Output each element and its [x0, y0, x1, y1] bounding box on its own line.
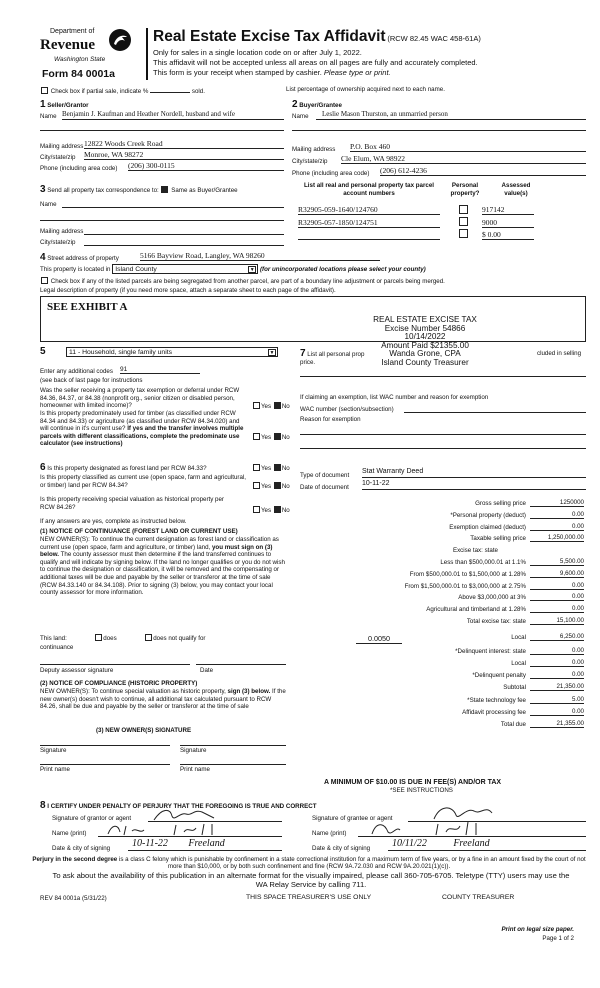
tax-row-value[interactable]: 1250000 [530, 499, 584, 507]
wac-field[interactable] [404, 412, 586, 413]
tax-row-label: Total due [500, 721, 526, 728]
perjury-notice [32, 856, 586, 871]
this-land-label: This land: [40, 635, 67, 642]
partial-sale-row [40, 86, 205, 95]
buyer-mail-field[interactable]: P.O. Box 460 [350, 142, 586, 152]
section3-name-line2 [40, 220, 284, 221]
owner-sig-field-2[interactable] [180, 745, 286, 746]
section3-mail-field[interactable] [84, 234, 284, 235]
tax-row-label: Excise tax: state [452, 547, 498, 555]
reason-field-2[interactable] [300, 448, 586, 449]
grantor-date-field[interactable] [128, 838, 282, 851]
section7-row [300, 348, 364, 359]
tax-row-value[interactable]: 0.00 [530, 593, 584, 601]
tax-row-label: *State technology fee [467, 696, 526, 704]
land-does-checkbox[interactable] [95, 634, 102, 641]
local-rate-field[interactable]: 0.0050 [356, 634, 402, 644]
seller-mail-field[interactable]: 12822 Woods Creek Road [84, 139, 284, 149]
tax-row-value[interactable]: 0.00 [530, 605, 584, 613]
tax-row-value[interactable]: 0.00 [530, 659, 584, 667]
legal-desc-box[interactable] [40, 296, 586, 342]
section6-q1 [40, 462, 207, 473]
buyer-name-line2 [292, 130, 586, 131]
located-row [40, 264, 426, 274]
land-does-not-checkbox[interactable] [145, 634, 152, 641]
grantee-date-field[interactable] [388, 838, 586, 851]
parcel-number-1[interactable]: R32905-059-1640/124760 [298, 205, 440, 215]
stamp-line2: Excise Number 54866 [384, 323, 466, 333]
parcel-col2-header: Personal property? [450, 182, 480, 197]
see-instructions: *SEE INSTRUCTIONS [390, 787, 453, 794]
exemption-yn [252, 402, 290, 410]
perjury-a: Perjury in the second degree [32, 856, 118, 863]
current-use-no-checkbox[interactable] [274, 482, 281, 489]
forest-yes-checkbox[interactable] [253, 464, 260, 471]
located-note: (for unincorporated locations please select your county) [259, 266, 426, 273]
tax-row [300, 571, 588, 581]
buyer-phone-field[interactable]: (206) 612-4236 [380, 166, 586, 176]
tax-row-value[interactable]: 5.00 [530, 696, 584, 704]
tax-row [300, 512, 588, 522]
timber-question-b: If yes and the transfer involves multiple parcels with different classifications, complete the predominate use calculator (see instructions) [40, 425, 244, 448]
parcel-personal-checkbox-3[interactable] [459, 229, 468, 238]
grantee-city-value: Freeland [453, 838, 490, 849]
notice1-title: (1) NOTICE OF CONTINUANCE (FOREST LAND OR CURRENT USE) [40, 528, 238, 535]
seller-mail-label: Mailing address [40, 143, 84, 150]
buyer-heading [292, 99, 342, 110]
current-use-yes-checkbox[interactable] [253, 482, 260, 489]
notice-1: Only for sales in a single location code on or after July 1, 2022. [153, 48, 362, 57]
yes-label: Yes [261, 434, 272, 441]
treasurer-stamp [350, 316, 500, 368]
section7-num: 7 [300, 348, 306, 359]
dept-line3: Washington State [54, 56, 106, 63]
buyer-title: Buyer/Grantee [299, 102, 342, 109]
historical-question: Is this property receiving special valuation as historical property per RCW 84.26? [40, 496, 224, 511]
section4-street-row [40, 252, 119, 263]
tax-row-value[interactable]: 0.00 [530, 523, 584, 531]
doc-type-label: Type of document [300, 472, 350, 479]
segregated-label: Check box if any of the listed parcels are being segregated from another parcel, are part of a boundary line adjustment or parcels being merged. [50, 278, 445, 285]
alternate-format-notice: To ask about the availability of this publication in an alternate format for the visually impaired, please call 360-705-6705. Teletype (TTY) users may use the WA Relay Service by calling 711. [52, 871, 570, 889]
parcel-col3-header: Assessed value(s) [501, 182, 531, 197]
county-treasurer-label: COUNTY TREASURER [442, 894, 515, 901]
owner-sig-field-1[interactable] [40, 745, 170, 746]
tax-row [300, 721, 588, 731]
no-label: No [281, 465, 290, 472]
timber-no-checkbox[interactable] [274, 433, 281, 440]
grantor-date-label: Date & city of signing [52, 845, 111, 852]
partial-sale-sold: sold. [191, 88, 205, 95]
buyer-name-field[interactable]: Leslie Mason Thurston, an unmarried person [316, 110, 586, 120]
section3-heading [40, 184, 238, 195]
grantor-sig-label: Signature of grantor or agent [52, 815, 132, 822]
tax-row-value[interactable]: 0.00 [530, 582, 584, 590]
timber-yn [252, 433, 290, 441]
notice2-a: NEW OWNER(S): To continue special valuation as historic property, [40, 688, 226, 695]
tax-row-label: Above $3,000,000 at 3% [458, 594, 526, 602]
additional-codes-label: Enter any additional codes [40, 368, 113, 375]
current-use-question: Is this property classified as current use (open space, farm and agricultural, or timber) land per RCW 84.34? [40, 474, 247, 489]
tax-row-value[interactable]: 1,250,000.00 [530, 534, 584, 542]
tax-row [300, 618, 588, 628]
local-label: Local [511, 633, 526, 641]
section4-num: 4 [40, 252, 46, 263]
tax-row-label: Taxable selling price [470, 535, 526, 543]
section3-mail-label: Mailing address [40, 228, 84, 235]
seller-num: 1 [40, 99, 46, 110]
chevron-down-icon: ▼ [249, 267, 255, 273]
legal-desc-label: Legal description of property (if you need more space, attach a separate sheet to each page of the affidavit). [40, 287, 336, 294]
exemption-no-checkbox[interactable] [274, 402, 281, 409]
seller-heading [40, 99, 89, 110]
does-not-label: does not qualify for [153, 635, 206, 642]
tax-row-label: *Personal property (deduct) [450, 511, 526, 519]
grantee-date-label: Date & city of signing [312, 845, 371, 852]
seller-phone-field[interactable]: (206) 300-0115 [128, 161, 284, 171]
legal-paper-note: Print on legal size paper. [501, 926, 574, 933]
tax-row [300, 524, 588, 534]
use-code-value: 11 - Household, single family units [69, 349, 173, 356]
deputy-label: Deputy assessor signature [40, 667, 114, 674]
tax-row-label: Affidavit processing fee [462, 708, 526, 716]
parcel-col1-header: List all real and personal property tax parcel account numbers [304, 182, 434, 197]
section3-label: Send all property tax correspondence to: [47, 187, 159, 194]
parcel-number-3[interactable] [298, 230, 440, 240]
tax-row-label: Agricultural and timberland at 1.28% [426, 606, 526, 614]
header-divider [146, 28, 148, 80]
tax-row [300, 709, 588, 719]
section5-num: 5 [40, 346, 46, 357]
current-use-yn [252, 482, 290, 490]
use-code-select[interactable] [66, 347, 278, 357]
section8-num: 8 [40, 800, 46, 811]
deputy-date-field[interactable] [196, 664, 286, 665]
tax-row-label: *Delinquent penalty [472, 672, 526, 680]
rev-number: REV 84 0001a (5/31/22) [40, 895, 107, 902]
stamp-line1: REAL ESTATE EXCISE TAX [373, 315, 477, 324]
section3-num: 3 [40, 184, 46, 195]
section3-name-label: Name [40, 201, 57, 208]
no-label: No [281, 507, 290, 514]
seller-title: Seller/Grantor [47, 102, 89, 109]
forest-no-checkbox[interactable] [274, 464, 281, 471]
page-title: Real Estate Excise Tax Affidavit [153, 28, 386, 45]
deputy-date-label: Date [200, 667, 214, 674]
doc-type-field[interactable]: Stat Warranty Deed [362, 468, 586, 478]
tax-row-label: Subtotal [503, 684, 526, 692]
buyer-city-label: City/state/zip [292, 158, 328, 165]
treasurer-use-only: THIS SPACE TREASURER'S USE ONLY [246, 894, 372, 901]
notice-3 [153, 68, 391, 77]
tax-row-label: Exemption claimed (deduct) [449, 523, 526, 531]
notice2-title: (2) NOTICE OF COMPLIANCE (HISTORIC PROPERTY) [40, 680, 198, 687]
tax-row [300, 500, 588, 510]
reason-label: Reason for exemption [300, 416, 361, 423]
local-rate-row [300, 634, 588, 644]
ownership-note: List percentage of ownership acquired next to each name. [286, 86, 445, 93]
owner-print-field-1[interactable] [40, 764, 170, 765]
buyer-name-label: Name [292, 113, 309, 120]
parcel-value-3[interactable]: $ 0.00 [482, 230, 534, 240]
partial-sale-pct-field[interactable] [150, 86, 190, 93]
tax-row [300, 660, 588, 670]
no-label: No [281, 403, 290, 410]
tax-row-value[interactable]: 5,500.00 [530, 558, 584, 566]
timber-question [40, 410, 245, 448]
owner-sig-label-1: Signature [40, 747, 67, 754]
parcel-personal-checkbox-1[interactable] [459, 205, 468, 214]
street-label: Street address of property [47, 255, 119, 262]
perjury-b: is a class C felony which is punishable by confinement in a state correctional institution for a maximum term of five years, or by a fine in an amount fixed by the court of not more than $10,000, or by both such confinement and fine (RCW 9A.72.030 and RCW 9A.20.021(1)(c)). [118, 856, 586, 871]
buyer-mail-label: Mailing address [292, 146, 336, 153]
tax-row [300, 672, 588, 682]
dept-line2: Revenue [40, 37, 95, 53]
tax-row-value[interactable]: 15,100.00 [530, 617, 584, 625]
does-label: does [103, 635, 117, 642]
chevron-down-icon: ▼ [269, 350, 275, 356]
located-label: This property is located in [40, 266, 111, 273]
owner-print-label-2: Print name [180, 766, 210, 773]
tax-row-value[interactable]: 0.00 [530, 511, 584, 519]
parcel-value-2[interactable]: 9000 [482, 218, 534, 228]
notice2-c: If the new owner(s) doesn't wish to continue, all additional tax calculated pursuant to RCW 84.26, shall be due and payable by the seller or transferor at the time of sale [40, 688, 286, 711]
seller-name-field[interactable]: Benjamin J. Kaufman and Heather Nordell, husband and wife [62, 110, 284, 120]
stamp-line3: 10/14/2022 [404, 332, 446, 342]
seller-phone-label: Phone (including area code) [40, 165, 118, 172]
new-owner-sig-title: (3) NEW OWNER(S) SIGNATURE [96, 727, 192, 734]
section6-num: 6 [40, 462, 46, 473]
stamp-line4: Amount Paid $21355.00 [381, 340, 469, 350]
tax-row-label: From $1,500,000.01 to $3,000,000 at 2.75% [404, 582, 526, 590]
parcel-number-2[interactable]: R32905-057-1850/124751 [298, 218, 440, 228]
doc-date-field[interactable]: 10-11-22 [362, 480, 586, 490]
timber-question-a: Is this property predominately used for timber (as classified under RCW 84.34 and 84.33) or agriculture (as classified under RCW 84.34.020) and will continue in it's current use? [40, 410, 240, 433]
notice2-body [40, 688, 286, 711]
tax-row [300, 697, 588, 707]
see-back-note: (see back of last page for instructions [40, 377, 143, 384]
seller-name-label: Name [40, 113, 57, 120]
grantor-name-label: Name (print) [52, 830, 87, 837]
grantor-date-value: 10-11-22 [132, 838, 168, 849]
tax-row-label: Local [511, 660, 526, 667]
grantee-sig-label: Signature of grantee or agent [312, 815, 393, 822]
minimum-notice: A MINIMUM OF $10.00 IS DUE IN FEE(S) AND/OR TAX [324, 779, 502, 786]
seller-city-field[interactable]: Monroe, WA 98272 [84, 150, 284, 160]
legal-desc-text: SEE EXHIBIT A [47, 301, 128, 313]
form-number: Form 84 0001a [42, 68, 115, 80]
street-address-field[interactable]: 5166 Bayview Road, Langley, WA 98260 [140, 251, 380, 261]
owner-print-field-2[interactable] [180, 764, 286, 765]
tax-row-label: Total excise tax: state [466, 618, 526, 625]
tax-row [300, 535, 588, 545]
tax-row [300, 559, 588, 569]
section3-city-label: City/state/zip [40, 239, 76, 246]
section7-label: List all personal prop [307, 351, 365, 358]
same-as-buyer-checkbox[interactable] [161, 186, 168, 193]
tax-row [300, 547, 588, 557]
tax-row-value[interactable]: 0.00 [530, 708, 584, 716]
yes-label: Yes [261, 465, 272, 472]
tax-row-label: Gross selling price [475, 500, 526, 507]
exempt-label: If claiming an exemption, list WAC number and reason for exemption [300, 394, 489, 401]
historical-no-checkbox[interactable] [274, 506, 281, 513]
logo-block [40, 26, 136, 82]
notice-2: This affidavit will not be accepted unless all areas on all pages are fully and accurately completed. [153, 58, 478, 67]
tax-row-label: From $500,000.01 to $1,500,000 at 1.28% [409, 570, 526, 578]
wac-label: WAC number (section/subsection) [300, 406, 394, 413]
forest-question: Is this property designated as forest land per RCW 84.33? [47, 465, 207, 472]
historical-yes-checkbox[interactable] [253, 506, 260, 513]
yes-label: Yes [261, 507, 272, 514]
owner-sig-label-2: Signature [180, 747, 207, 754]
notice-3b: Please type or print. [323, 68, 391, 77]
section3-name-field[interactable] [62, 207, 284, 208]
timber-yes-checkbox[interactable] [253, 433, 260, 440]
seller-city-label: City/state/zip [40, 154, 76, 161]
grantee-name-label: Name (print) [312, 830, 347, 837]
tax-row [300, 684, 588, 694]
partial-sale-checkbox[interactable] [41, 87, 48, 94]
grantee-name-drawing [368, 820, 508, 840]
yes-label: Yes [261, 483, 272, 490]
page-title-row [153, 28, 481, 46]
tax-row-value[interactable]: 21,350.00 [530, 683, 584, 691]
grantee-date-value: 10/11/22 [392, 838, 427, 849]
reason-field-1[interactable] [300, 434, 586, 435]
buyer-num: 2 [292, 99, 298, 110]
historical-yn [252, 506, 290, 514]
seller-name-line2 [40, 130, 284, 131]
no-label: No [281, 483, 290, 490]
exemption-yes-checkbox[interactable] [253, 402, 260, 409]
this-land-row [40, 634, 205, 642]
tax-row-label: *Delinquent interest: state [455, 647, 526, 655]
partial-sale-label: Check box if partial sale, indicate % [50, 88, 149, 95]
grantor-city-value: Freeland [188, 838, 225, 849]
tax-row-value[interactable]: 0.00 [530, 671, 584, 679]
notice1-body [40, 536, 286, 597]
section3-city-field[interactable] [84, 245, 284, 246]
parcel-personal-checkbox-2[interactable] [459, 217, 468, 226]
stamp-line5: Wanda Grone, CPA [389, 349, 461, 359]
no-label: No [281, 434, 290, 441]
dept-line1: Department of [50, 28, 95, 35]
tax-row [300, 648, 588, 658]
continuance-label: continuance [40, 644, 74, 651]
section7-price: price. [300, 359, 316, 366]
parcel-value-1[interactable]: 917142 [482, 205, 534, 215]
notice1-b: you must sign on (3) below. [40, 543, 273, 559]
county-select[interactable] [112, 264, 258, 274]
stamp-line6: Island County Treasurer [381, 357, 469, 367]
notice-3a: This form is your receipt when stamped by cashier. [153, 68, 322, 77]
buyer-phone-label: Phone (including area code) [292, 170, 370, 177]
exemption-question: Was the seller receiving a property tax exemption or deferral under RCW 84.36, 84.37, or 84.38 (nonprofit org., senior citizen or disabled person, homeowner with limited income)? [40, 387, 240, 410]
section7-label-end: cluded in selling [537, 350, 582, 357]
forest-yn [252, 464, 290, 472]
if-yes-note: If any answers are yes, complete as instructed below. [40, 518, 187, 525]
same-as-buyer-label: Same as Buyer/Grantee [171, 187, 238, 194]
notice1-a: NEW OWNER(S): To continue the current designation as forest land or classification as current use (open space, farm and agriculture, or timber) land, [40, 536, 279, 551]
tax-row-value[interactable]: 0.00 [530, 647, 584, 655]
buyer-city-field[interactable]: Cle Elum, WA 98922 [341, 154, 586, 164]
notice1-c: The county assessor must then determine if the land transferred continues to qualify and will indicate by signing below. If the land no longer qualifies or you do not wish to continue the designation or classification, it will be removed and the compensating or additional taxes will be due and payable by the seller or transferor at the time of sale (RCW 84.33.140 or 84.34.108). Prior to signing (3) below, you may contact your local county assessor for more information. [40, 551, 285, 597]
tax-row [300, 606, 588, 616]
revenue-logo-icon [108, 28, 132, 52]
tax-row-value[interactable]: 9,600.00 [530, 570, 584, 578]
additional-codes-field[interactable]: 91 [120, 366, 200, 374]
owner-print-label-1: Print name [40, 766, 70, 773]
rcw-ref: (RCW 82.45 WAC 458-61A) [387, 34, 481, 43]
tax-row [300, 583, 588, 593]
county-select-value: Island County [115, 266, 157, 273]
section7-line1[interactable] [300, 376, 586, 377]
page-number: Page 1 of 2 [542, 935, 574, 942]
yes-label: Yes [261, 403, 272, 410]
deputy-signature-field[interactable] [40, 664, 190, 665]
segregated-checkbox[interactable] [41, 277, 48, 284]
local-tax-value[interactable]: 6,250.00 [530, 633, 584, 641]
notice2-b: sign (3) below. [227, 688, 271, 695]
doc-date-label: Date of document [300, 484, 349, 491]
tax-row-value[interactable]: 21,355.00 [530, 720, 584, 728]
tax-row [300, 594, 588, 604]
certify-text: I CERTIFY UNDER PENALTY OF PERJURY THAT THE FOREGOING IS TRUE AND CORRECT [47, 803, 317, 810]
segregated-row [40, 277, 445, 285]
tax-row-label: Less than $500,000.01 at 1.1% [440, 559, 526, 566]
